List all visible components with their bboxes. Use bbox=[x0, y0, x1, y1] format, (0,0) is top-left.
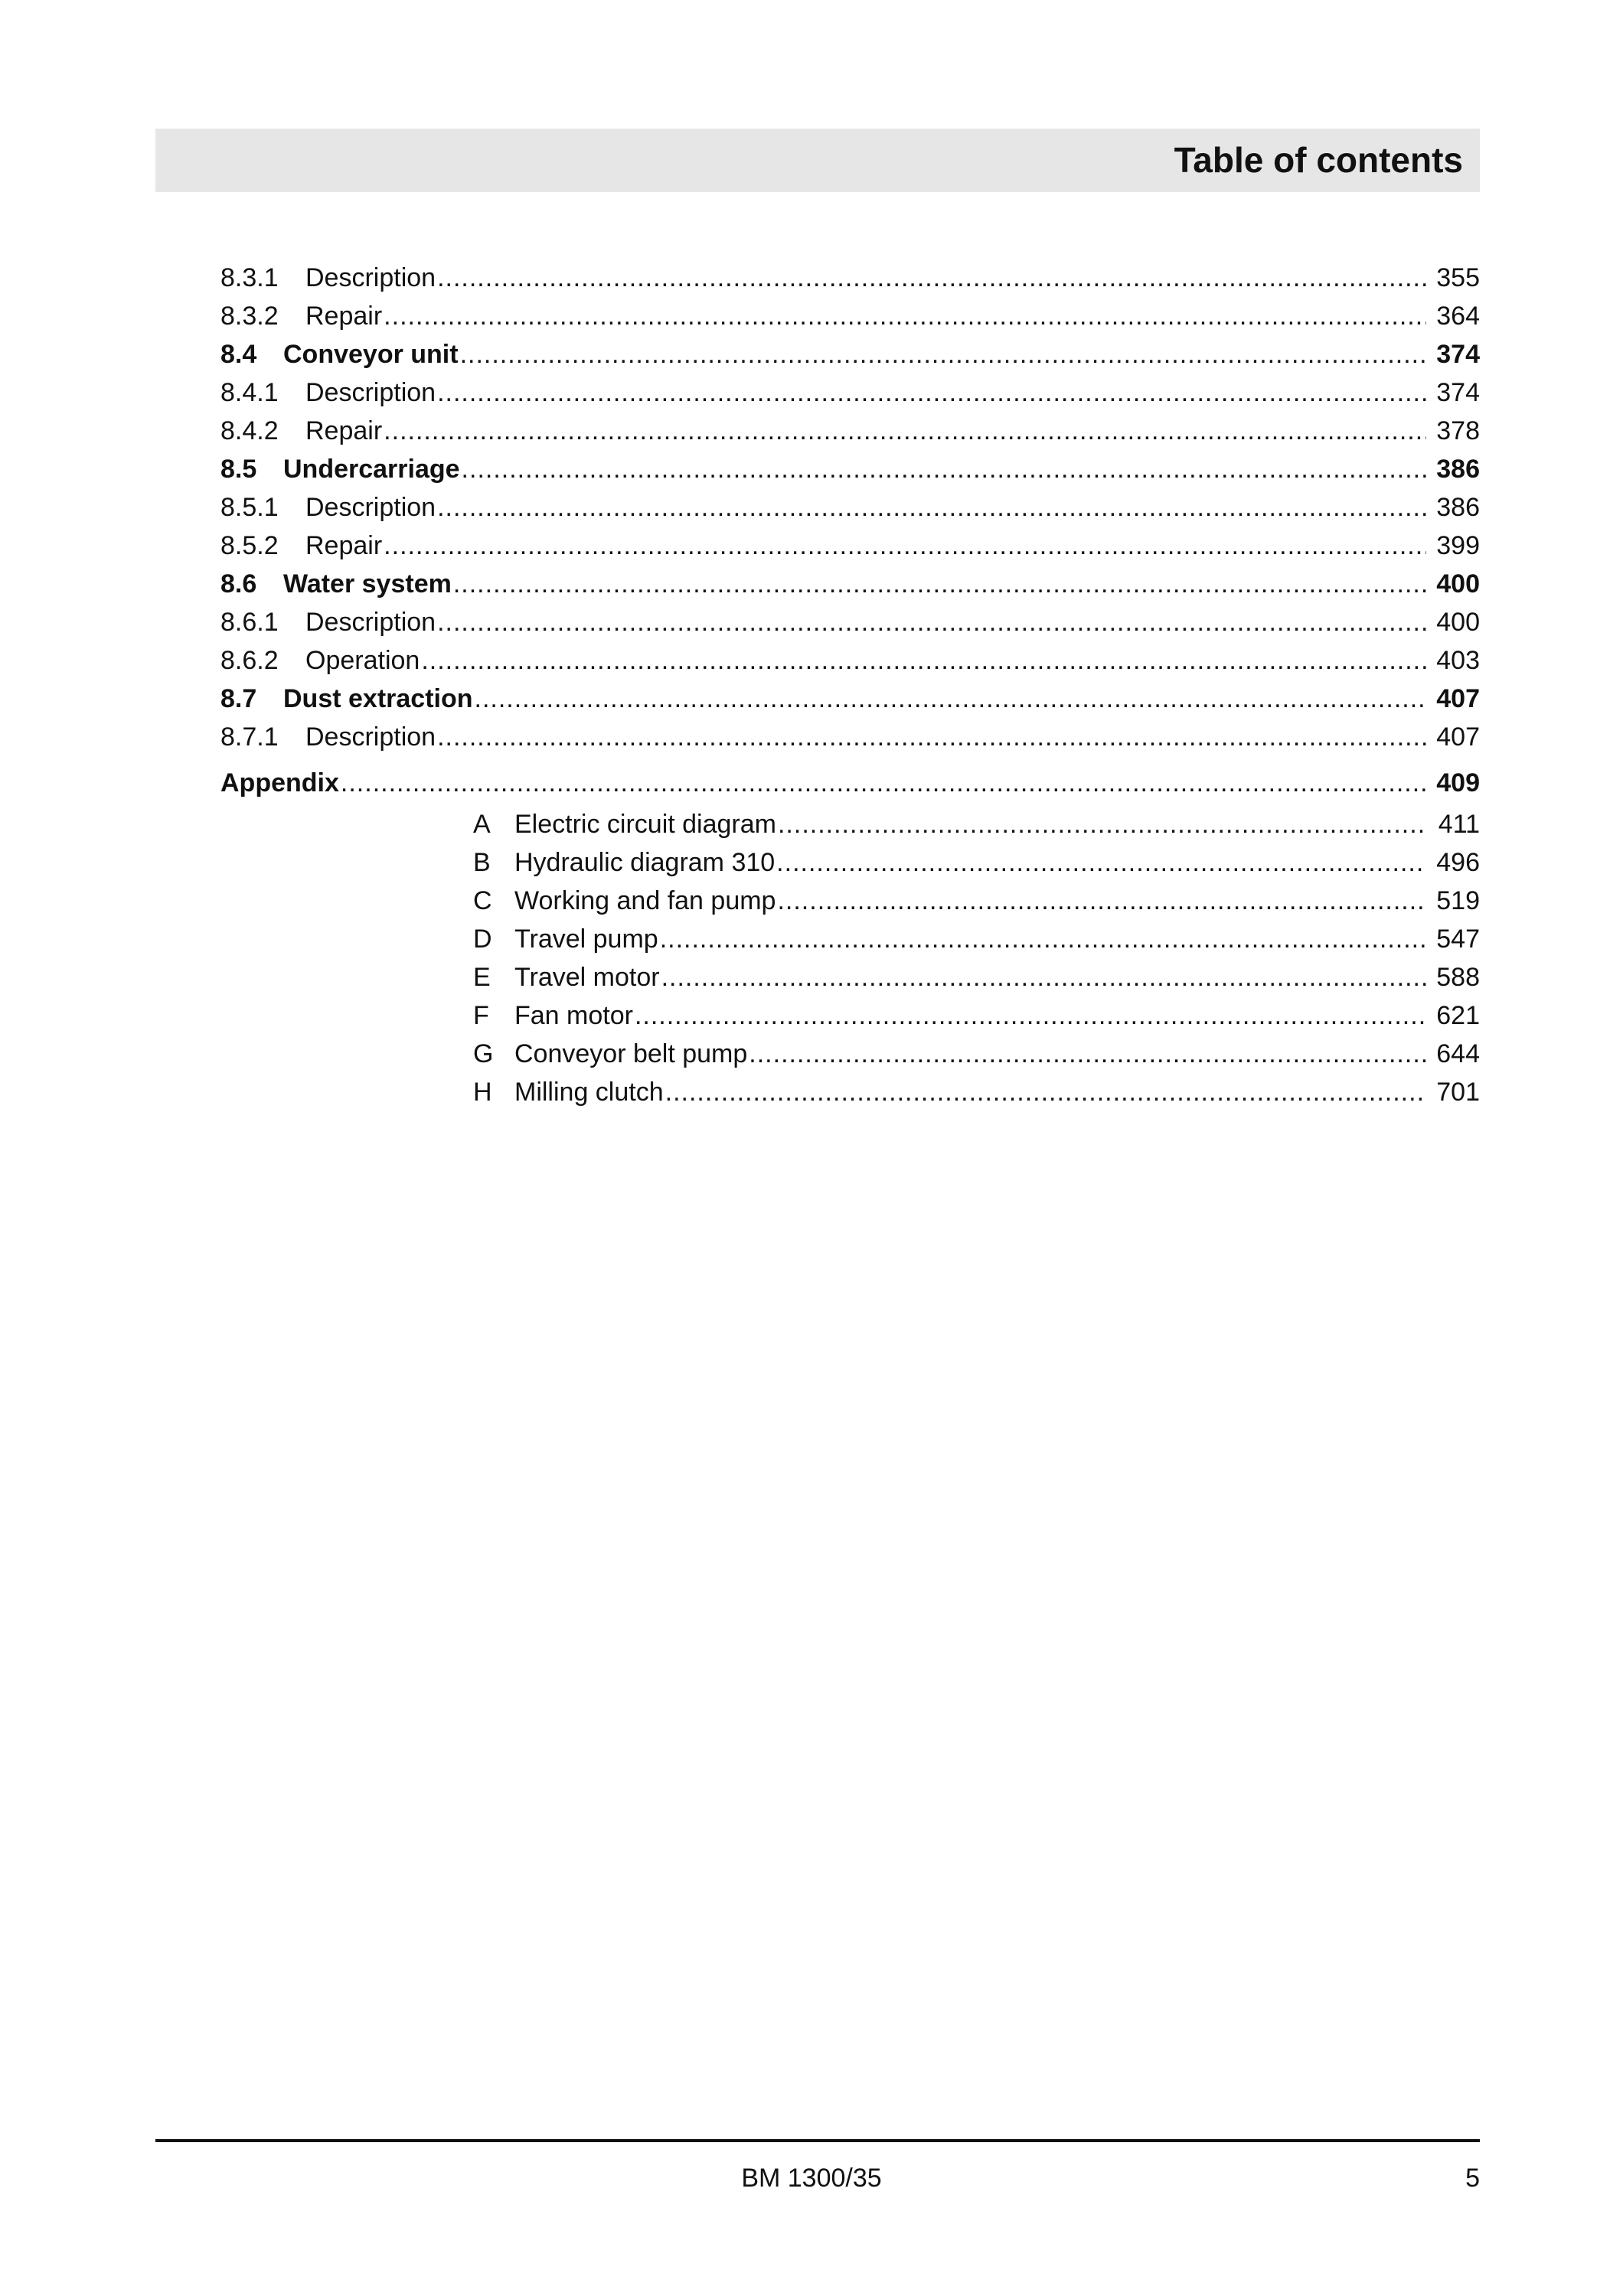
toc-subsection-entry[interactable] bbox=[220, 412, 1480, 450]
toc-leader-dots bbox=[661, 958, 1426, 996]
toc-entry-page: 400 bbox=[1436, 608, 1480, 637]
toc-appendix-item[interactable] bbox=[220, 958, 1480, 996]
toc-entry-number: 8.5 bbox=[220, 455, 257, 484]
toc-entry-page: 355 bbox=[1436, 263, 1480, 292]
appendix-item-letter: C bbox=[473, 886, 492, 915]
toc-appendix-item[interactable] bbox=[220, 1035, 1480, 1073]
toc-leader-dots bbox=[778, 805, 1426, 843]
appendix-item-letter: B bbox=[473, 848, 491, 877]
toc-entry-number: 8.5.1 bbox=[220, 493, 279, 522]
toc-entry-page: 621 bbox=[1436, 1001, 1480, 1030]
toc-entry-page: 374 bbox=[1436, 340, 1480, 369]
toc-leader-dots bbox=[635, 996, 1426, 1035]
toc-entry-number: 8.4.1 bbox=[220, 378, 279, 407]
toc-entry-page: 378 bbox=[1436, 416, 1480, 445]
toc-entry-title: Description bbox=[305, 608, 436, 637]
toc-entry-title: Hydraulic diagram 310 bbox=[514, 848, 776, 877]
toc-leader-dots bbox=[460, 335, 1426, 373]
toc-leader-dots bbox=[421, 641, 1426, 680]
toc-entry-title: Fan motor bbox=[514, 1001, 633, 1030]
toc-entry-title: Conveyor unit bbox=[283, 340, 459, 369]
toc-entry-title: Milling clutch bbox=[514, 1078, 664, 1107]
toc-leader-dots bbox=[665, 1073, 1426, 1111]
toc-entry-title: Water system bbox=[283, 569, 452, 598]
toc-subsection-entry[interactable] bbox=[220, 297, 1480, 335]
toc-entry-number: 8.3.2 bbox=[220, 302, 279, 331]
table-of-contents bbox=[220, 259, 1480, 1111]
toc-subsection-entry[interactable] bbox=[220, 488, 1480, 527]
toc-entry-page: 496 bbox=[1436, 848, 1480, 877]
toc-leader-dots bbox=[437, 259, 1426, 297]
toc-leader-dots bbox=[341, 764, 1426, 802]
toc-entry-number: 8.4 bbox=[220, 340, 257, 369]
toc-entry-number: 8.3.1 bbox=[220, 263, 279, 292]
toc-entry-title: Repair bbox=[305, 416, 383, 445]
toc-entry-title: Description bbox=[305, 263, 436, 292]
toc-entry-page: 407 bbox=[1436, 722, 1480, 752]
toc-leader-dots bbox=[462, 450, 1426, 488]
toc-entry-title: Dust extraction bbox=[283, 684, 473, 713]
toc-subsection-entry[interactable] bbox=[220, 259, 1480, 297]
toc-entry-title: Repair bbox=[305, 302, 383, 331]
toc-entry-title: Description bbox=[305, 493, 436, 522]
toc-section-entry[interactable] bbox=[220, 335, 1480, 373]
toc-subsection-entry[interactable] bbox=[220, 603, 1480, 641]
toc-entry-title: Description bbox=[305, 722, 436, 752]
toc-entry-title: Repair bbox=[305, 531, 383, 560]
toc-entry-page: 400 bbox=[1436, 569, 1480, 598]
toc-entry-title: Working and fan pump bbox=[514, 886, 776, 915]
toc-subsection-entry[interactable] bbox=[220, 641, 1480, 680]
toc-appendix-item[interactable] bbox=[220, 920, 1480, 958]
toc-section-entry[interactable] bbox=[220, 450, 1480, 488]
toc-entry-page: 409 bbox=[1436, 768, 1480, 797]
toc-leader-dots bbox=[660, 920, 1426, 958]
toc-leader-dots bbox=[437, 603, 1426, 641]
toc-appendix-item[interactable] bbox=[220, 882, 1480, 920]
appendix-item-letter: H bbox=[473, 1078, 492, 1107]
toc-leader-dots bbox=[437, 488, 1426, 527]
toc-entry-title: Travel motor bbox=[514, 963, 660, 992]
toc-entry-title: Electric circuit diagram bbox=[514, 810, 776, 839]
toc-entry-number: 8.5.2 bbox=[220, 531, 279, 560]
toc-subsection-entry[interactable] bbox=[220, 373, 1480, 412]
toc-leader-dots bbox=[384, 527, 1426, 565]
toc-leader-dots bbox=[777, 882, 1426, 920]
toc-leader-dots bbox=[453, 565, 1426, 603]
toc-leader-dots bbox=[384, 297, 1426, 335]
toc-section-entry[interactable] bbox=[220, 565, 1480, 603]
toc-entry-page: 386 bbox=[1436, 493, 1480, 522]
toc-entry-page: 403 bbox=[1436, 646, 1480, 675]
toc-entry-number: 8.7.1 bbox=[220, 722, 279, 752]
toc-entry-number: 8.7 bbox=[220, 684, 257, 713]
toc-entry-title: Appendix bbox=[220, 768, 339, 797]
toc-entry-number: 8.6 bbox=[220, 569, 257, 598]
page-title: Table of contents bbox=[1174, 140, 1463, 180]
toc-appendix-item[interactable] bbox=[220, 843, 1480, 882]
appendix-item-letter: A bbox=[473, 810, 491, 839]
toc-entry-page: 644 bbox=[1436, 1039, 1480, 1068]
toc-leader-dots bbox=[749, 1035, 1426, 1073]
appendix-item-letter: G bbox=[473, 1039, 494, 1068]
toc-entry-page: 364 bbox=[1436, 302, 1480, 331]
toc-leader-dots bbox=[437, 373, 1426, 412]
toc-entry-page: 399 bbox=[1436, 531, 1480, 560]
footer-divider bbox=[155, 2139, 1480, 2142]
toc-entry-title: Conveyor belt pump bbox=[514, 1039, 748, 1068]
toc-entry-page: 547 bbox=[1436, 925, 1480, 954]
toc-entry-title: Description bbox=[305, 378, 436, 407]
toc-entry-page: 588 bbox=[1436, 963, 1480, 992]
toc-entry-page: 374 bbox=[1436, 378, 1480, 407]
toc-entry-page: 407 bbox=[1436, 684, 1480, 713]
toc-appendix-item[interactable] bbox=[220, 996, 1480, 1035]
appendix-item-letter: F bbox=[473, 1001, 489, 1030]
toc-appendix-entry[interactable] bbox=[220, 764, 1480, 802]
toc-entry-number: 8.6.1 bbox=[220, 608, 279, 637]
toc-subsection-entry[interactable] bbox=[220, 718, 1480, 756]
toc-entry-title: Operation bbox=[305, 646, 420, 675]
toc-section-entry[interactable] bbox=[220, 680, 1480, 718]
footer-page-number: 5 bbox=[1465, 2164, 1480, 2193]
appendix-item-letter: D bbox=[473, 925, 492, 954]
toc-entry-title: Travel pump bbox=[514, 925, 658, 954]
toc-entry-number: 8.4.2 bbox=[220, 416, 279, 445]
toc-leader-dots bbox=[776, 843, 1426, 882]
toc-appendix-item[interactable] bbox=[220, 1073, 1480, 1111]
footer-document-name: BM 1300/35 bbox=[741, 2164, 882, 2193]
toc-entry-title: Undercarriage bbox=[283, 455, 460, 484]
toc-entry-number: 8.6.2 bbox=[220, 646, 279, 675]
toc-leader-dots bbox=[384, 412, 1426, 450]
appendix-item-letter: E bbox=[473, 963, 491, 992]
toc-entry-page: 701 bbox=[1436, 1078, 1480, 1107]
toc-leader-dots bbox=[437, 718, 1426, 756]
toc-entry-page: 386 bbox=[1436, 455, 1480, 484]
toc-subsection-entry[interactable] bbox=[220, 527, 1480, 565]
toc-appendix-item[interactable] bbox=[220, 805, 1480, 843]
toc-leader-dots bbox=[475, 680, 1427, 718]
toc-entry-page: 519 bbox=[1436, 886, 1480, 915]
header-bar bbox=[155, 129, 1480, 192]
toc-entry-page: 411 bbox=[1438, 810, 1480, 839]
